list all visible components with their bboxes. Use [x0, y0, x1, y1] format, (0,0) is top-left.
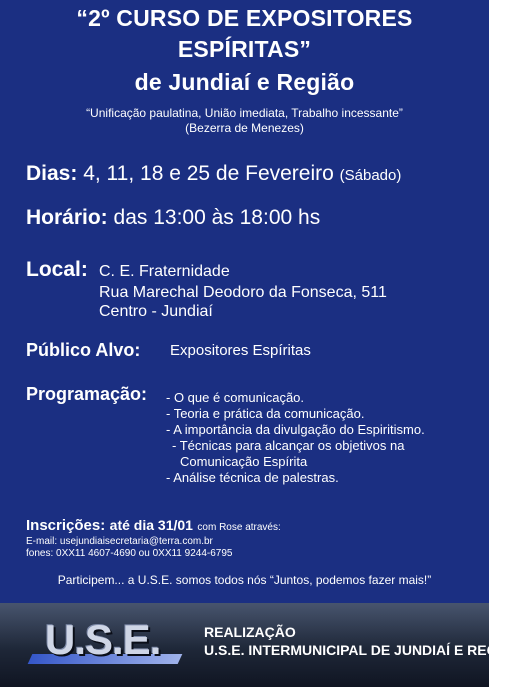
title-line-1: “2º CURSO DE EXPOSITORES	[76, 5, 413, 31]
programacao-label: Programação:	[26, 384, 148, 404]
inscricoes-row	[26, 517, 281, 535]
local-line-1: C. E. Fraternidade	[99, 263, 230, 280]
programacao-item-2: - Teoria e prática da comunicação.	[166, 406, 365, 421]
publico-value: Expositores Espíritas	[170, 342, 311, 359]
inscricoes-fones: fones: 0XX11 4607-4690 ou 0XX11 9244-6795	[26, 548, 233, 559]
dias-value: 4, 11, 18 e 25 de Fevereiro	[83, 162, 334, 185]
quote-line-1: “Unificação paulatina, União imediata, Trabalho incessante”	[86, 106, 403, 120]
use-logo: U.S.E.	[45, 616, 161, 663]
programacao-item-3: - A importância da divulgação do Espiritismo.	[166, 422, 425, 437]
title-line-3: de Jundiaí e Região	[134, 69, 355, 95]
realizacao-label: REALIZAÇÃO	[204, 624, 296, 640]
slogan: Participem... a U.S.E. somos todos nós “Juntos, podemos fazer mais!”	[57, 573, 432, 587]
local-line-3: Centro - Jundiaí	[99, 303, 213, 320]
programacao-item-1: - O que é comunicação.	[166, 390, 305, 405]
programacao-item-5: - Análise técnica de palestras.	[166, 470, 339, 485]
horario-value: das 13:00 às 18:00 hs	[113, 206, 321, 229]
dias-row	[26, 162, 401, 186]
horario-label: Horário:	[26, 206, 108, 229]
horario-row	[26, 206, 320, 230]
inscricoes-value: até dia 31/01	[109, 517, 193, 533]
inscricoes-note: com Rose através:	[197, 522, 281, 533]
programacao-item-4-cont: Comunicação Espírita	[180, 454, 308, 469]
quote-author: (Bezerra de Menezes)	[185, 121, 304, 135]
dias-note: (Sábado)	[339, 167, 402, 184]
organizer-name: U.S.E. INTERMUNICIPAL DE JUNDIAÍ E REGIÃO	[204, 642, 522, 658]
programacao-item-4: - Técnicas para alcançar os objetivos na	[172, 438, 405, 453]
inscricoes-label: Inscrições:	[26, 517, 106, 534]
title-line-2: ESPÍRITAS”	[177, 36, 312, 62]
publico-label: Público Alvo:	[26, 340, 141, 360]
local-label: Local:	[26, 258, 88, 281]
local-line-2: Rua Marechal Deodoro da Fonseca, 511	[99, 284, 387, 301]
inscricoes-email: E-mail: usejundiaisecretaria@terra.com.br	[26, 536, 213, 547]
dias-label: Dias:	[26, 162, 78, 185]
